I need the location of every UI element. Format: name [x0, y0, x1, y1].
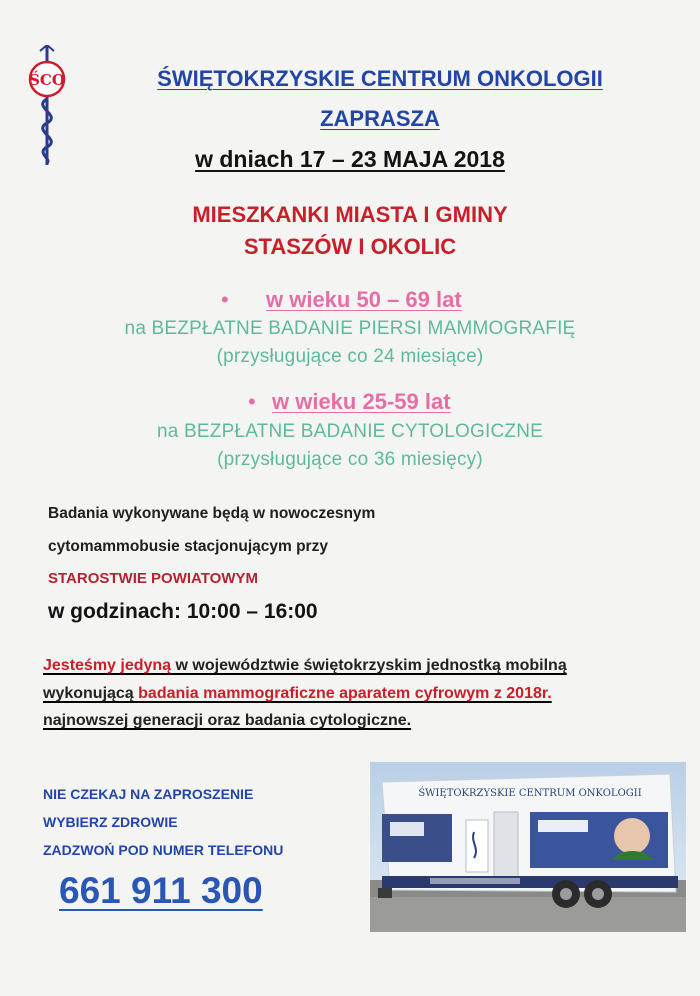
- bus-sign: ŚWIĘTOKRZYSKIE CENTRUM ONKOLOGII: [418, 788, 642, 799]
- event-dates: w dniach 17 – 23 MAJA 2018: [195, 146, 505, 172]
- frequency-cytology: (przysługujące co 36 miesięcy): [217, 449, 483, 470]
- age-range-mammography: w wieku 50 – 69 lat: [266, 287, 462, 312]
- audience-line-1: MIESZKANKI MIASTA I GMINY: [192, 202, 508, 227]
- cta-line-3: ZADZWOŃ POD NUMER TELEFONU: [43, 842, 284, 858]
- location-name: STAROSTWIE POWIATOWYM: [48, 570, 258, 587]
- exam-mammography: na BEZPŁATNE BADANIE PIERSI MAMMOGRAFIĘ: [124, 318, 576, 339]
- invites-heading: ZAPRASZA: [320, 106, 440, 131]
- cta-line-1: NIE CZEKAJ NA ZAPROSZENIE: [43, 786, 254, 802]
- statement-text: w województwie świętokrzyskim jednostką mobilną: [171, 657, 567, 674]
- opening-hours: w godzinach: 10:00 – 16:00: [48, 600, 318, 623]
- mobile-clinic-bus-photo: [370, 762, 686, 932]
- statement-text: najnowszej generacji oraz badania cytologiczne.: [43, 712, 412, 729]
- organization-name: ŚWIĘTOKRZYSKIE CENTRUM ONKOLOGII: [157, 66, 603, 91]
- statement-line-1: [43, 657, 567, 675]
- phone-number: 661 911 300: [59, 870, 263, 911]
- exam-cytology: na BEZPŁATNE BADANIE CYTOLOGICZNE: [157, 421, 543, 442]
- info-line-2: cytomammobusie stacjonującym przy: [48, 538, 328, 555]
- bullet-icon: •: [248, 389, 256, 414]
- age-range-cytology: w wieku 25-59 lat: [272, 389, 451, 414]
- statement-line-3: [43, 712, 411, 730]
- statement-line-2: [43, 685, 552, 703]
- audience-line-2: STASZÓW I OKOLIC: [243, 234, 457, 259]
- frequency-mammography: (przysługujące co 24 miesiące): [216, 346, 484, 367]
- svg-text:ŚCO: ŚCO: [29, 71, 65, 89]
- statement-highlight: Jesteśmy jedyną: [43, 657, 172, 674]
- statement-text: wykonującą: [43, 685, 139, 702]
- cta-line-2: WYBIERZ ZDROWIE: [43, 814, 178, 830]
- info-line-1: Badania wykonywane będą w nowoczesnym: [48, 505, 376, 522]
- bullet-icon: •: [221, 287, 229, 312]
- statement-highlight: badania mammograficzne aparatem cyfrowym z 2018r.: [138, 685, 552, 702]
